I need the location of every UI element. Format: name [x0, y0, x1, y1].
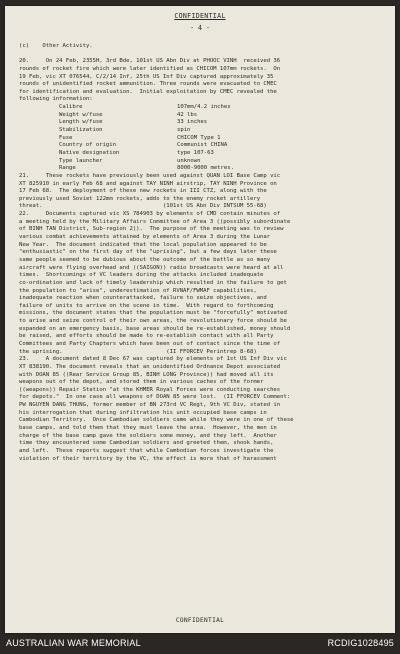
classification-header: CONFIDENTIAL [174, 12, 226, 20]
spec-row [19, 150, 369, 158]
text-line: Committees and Party Chapters which have been out of contact since the time of [19, 340, 281, 347]
spec-row [19, 119, 369, 127]
spec-row [19, 135, 369, 143]
text-line: expanded on an emergency basis, base areas should be re-established, money should [19, 325, 291, 332]
spec-row [19, 142, 369, 150]
text-line: times. Shortcomings of VC leaders during the attacks included inadequate [19, 272, 264, 279]
spec-value: 42 lbs [177, 111, 198, 118]
text-line: failure of units to arrive on the scene in time. With regard to forthcoming [19, 302, 274, 309]
text-line: threat. (101st US Abn Div INTSUM 55-68) [19, 203, 267, 210]
spec-value: CHICOM Type 1 [177, 134, 221, 141]
text-line [19, 51, 369, 59]
page-number: - 4 - [190, 24, 210, 32]
text-line: 22. Documents captured vic XS 784903 by elements of CMD contain minutes of [19, 211, 281, 218]
text-line: the uprising. (II FFORCEV Perintrep 8-68) [19, 348, 257, 355]
spec-label: Calibre [59, 104, 83, 111]
text-line: ((weapons)) Repair Station "at the KHMER Royal Forces were conducting searches [19, 386, 281, 393]
spec-label: Stabilization [59, 127, 103, 134]
spec-label: Country of origin [59, 142, 116, 149]
text-line: and left. These reports suggest that while Cambodian forces investigate the [19, 447, 274, 454]
text-line: same people seemed to be dubious about the outcome of the battle as so many [19, 256, 271, 263]
text-line: violation of their territory by the VC, the effect is more that of harassment [19, 455, 277, 462]
spec-value: Communist CHINA [177, 142, 228, 149]
text-line: aircraft were flying overhead and ((SAIGON)) radio broadcasts were heard at all [19, 264, 284, 271]
spec-row [19, 165, 369, 173]
text-line: his interrogation that during infiltration his unit occupied base camps in [19, 409, 267, 416]
text-line: XT 825910 in early Feb 68 and against TAY NINH airstrip, TAY NINH Province on [19, 180, 277, 187]
text-line: 17 Feb 68. The deployment of these new rockets in III CTZ, along with the [19, 188, 267, 195]
document-page [5, 6, 395, 633]
text-line: charge of the base camp gave the soldiers some money, and they left. Another [19, 432, 277, 439]
text-line: for identification and evaluation. Initial exploitation by CMEC revealed the [19, 88, 277, 95]
archive-caption-left: AUSTRALIAN WAR MEMORIAL [6, 638, 141, 648]
text-line: 21. These rockets have previously been used against QUAN LOI Base Camp vic [19, 172, 281, 179]
text-line: a meeting held by the Military Affairs Committee of Area 3 ((possibly subordinate [19, 218, 291, 225]
text-line: base camps, and told them that they must leave the area. However, the men in [19, 425, 277, 432]
spec-label: Type launcher [59, 157, 103, 164]
spec-value: spin [177, 127, 191, 134]
text-line: to arise and seize control of their own areas, the revolutionary force should be [19, 318, 287, 325]
text-line: missions, the document states that the population must be "forcefully" motivated [19, 310, 287, 317]
archive-id-caption: RCDIG1028495 [327, 638, 394, 648]
spec-label: Fuse [59, 134, 73, 141]
text-line: previously used Soviet 122mm rockets, adds to the enemy rocket artillery [19, 195, 261, 202]
spec-label: Weight w/fuse [59, 111, 103, 118]
text-line: 23. A document dated 8 Dec 67 was captured by elements of 1st US Inf Div vic [19, 356, 287, 363]
spec-label: Length w/fuse [59, 119, 103, 126]
text-line: 20. On 24 Feb, 2355H, 3rd Bde, 101st US Abn Div at PHOOC VINH received 36 [19, 58, 281, 65]
spec-value: 8000-9000 metres. [177, 165, 234, 172]
text-line: time they encountered some Cambodian soldiers and greeted them, shook hands, [19, 440, 274, 447]
spec-value: 33 inches [177, 119, 208, 126]
classification-footer: CONFIDENTIAL [175, 617, 225, 624]
text-line: Cambodian Territory. Once Cambodian soldiers came while they were in one of these [19, 417, 294, 424]
text-line: (c) Other Activity. [19, 43, 93, 49]
text-line: the population to "arise", underestimation of RVNAF/FWMAF capabilities, [19, 287, 257, 294]
text-line: be raised, and efforts should be made to re-establish contact with all Party [19, 333, 274, 340]
text-line: inadequate reaction when counterattacked, failure to seize objectives, and [19, 295, 267, 302]
text-line: various combat achievements attained by elements of Area 3 during the Lunar [19, 234, 271, 241]
text-line: 19 Feb, vic XT 076544, C/2/14 Inf, 25th US Inf Div captured approximately 35 [19, 73, 274, 80]
text-line: co-ordination and lack of timely leadership which resulted in the failure to get [19, 279, 287, 286]
spec-row [19, 127, 369, 135]
spec-row [19, 104, 369, 112]
spec-label: Range [59, 165, 76, 172]
spec-row [19, 158, 369, 166]
text-line: PW NGUYEN DANG THUNG, former member of BN 273rd VC Regt, 9th VC Div, stated in [19, 402, 281, 409]
text-line: XT 838190. The document reveals that an unidentified Ordnance Depot associated [19, 363, 281, 370]
spec-value: type 107-63 [177, 149, 214, 156]
text-line: rounds of unidentified rocket ammunition. Three rounds were evacuated to CMEC [19, 81, 277, 88]
text-line: weapons out of the depot, and stored them in various caches of the former [19, 379, 264, 386]
text-line: for depots." In one case all weapons of DOAN 85 were lost. (II FFORCEV Comment: [19, 394, 291, 401]
text-line: of BINH TAN District, Sub-region 2)). The purpose of the meeting was to review [19, 226, 284, 233]
text-line: rounds of rocket fire which were later identified as CHICOM 107mm rockets. On [19, 65, 281, 72]
spec-value: 107mm/4.2 inches [177, 104, 231, 111]
text-line: New Year. The document indicated that the local population appeared to be [19, 241, 267, 248]
document-body [19, 43, 369, 463]
text-line: following information: [19, 96, 93, 103]
spec-label: Native designation [59, 149, 120, 156]
spec-value: unknown [177, 157, 201, 164]
spec-row [19, 112, 369, 120]
text-line: with DOAN 85 ((Rear Service Group 85, BINH LONG Province)) had moved all its [19, 371, 274, 378]
text-line: "enthusiastic" on the first day of the "uprising", but a few days later these [19, 249, 277, 256]
